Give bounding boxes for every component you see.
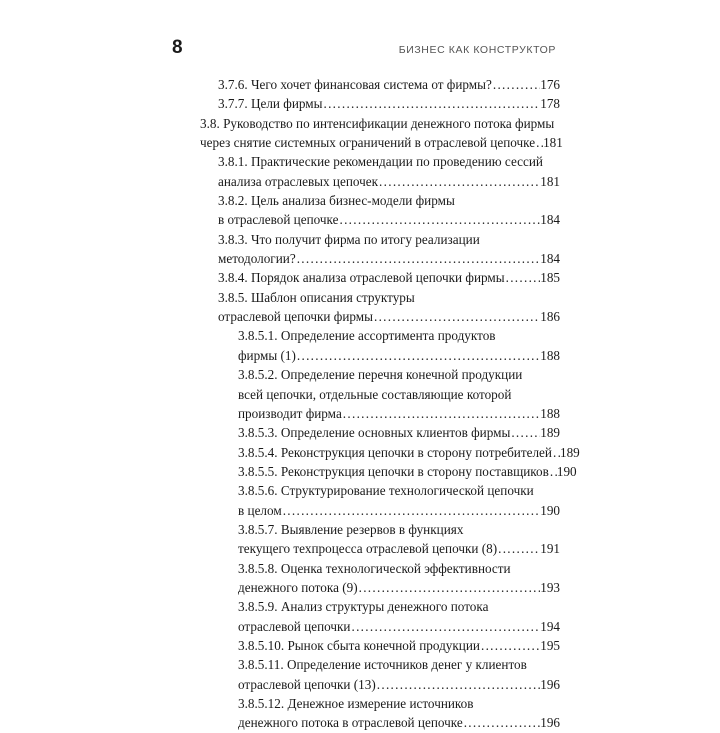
dot-leader [350, 617, 540, 636]
toc-entry-title: 3.7.6. Чего хочет финансовая система от фирмы? [218, 77, 492, 92]
toc-entry-line: 3.8.5.11. Определение источников денег у клиентов [238, 657, 527, 673]
dot-leader [338, 210, 540, 229]
toc-page-number: 176 [540, 77, 560, 92]
toc-entry-title: 3.8.5.4. Реконструкция цепочки в сторону потребителей [238, 444, 552, 460]
dot-leader [510, 423, 540, 442]
dot-leader [342, 404, 540, 423]
toc-entry-last-line [238, 443, 580, 462]
toc-entry-line: 3.8.5. Шаблон описания структуры [218, 289, 415, 305]
toc-entry-last-line [218, 307, 560, 326]
toc-page-number: 184 [540, 251, 560, 267]
toc-entry-line: 3.8.1. Практические рекомендации по проведению сессий [218, 154, 543, 170]
page-number: 8 [172, 37, 184, 58]
dot-leader [358, 578, 541, 597]
toc-entry-line: 3.8.5.2. Определение перечня конечной продукции [238, 367, 523, 383]
toc-entry-line: 3.8.5.1. Определение ассортимента продуктов [238, 328, 496, 344]
dot-leader [535, 133, 543, 152]
toc-entry [200, 114, 563, 153]
toc-entry-last-line [238, 539, 560, 558]
toc-entry-line: 3.8.5.8. Оценка технологической эффективности [238, 560, 511, 576]
toc-page-number: 194 [540, 618, 560, 634]
toc-entry-last-line [238, 462, 577, 481]
toc-entry-line: 3.8.5.9. Анализ структуры денежного потока [238, 599, 489, 615]
toc-entry-last-line [218, 172, 560, 191]
toc-entry-title: отраслевой цепочки [238, 618, 351, 634]
toc-entry-last-line [238, 501, 560, 520]
dot-leader [549, 462, 557, 481]
toc-entry-line: 3.8. Руководство по интенсификации денежного потока фирмы [200, 115, 555, 131]
toc-entry [238, 520, 560, 559]
toc-page-number: 184 [540, 212, 560, 228]
toc-page-number: 189 [559, 444, 580, 460]
toc-entry-last-line [238, 404, 560, 423]
table-of-contents [0, 75, 720, 733]
toc-page-number: 181 [543, 135, 563, 151]
toc-entry-title: денежного потока в отраслевой цепочке [238, 715, 463, 731]
toc-entry [238, 655, 560, 694]
dot-leader [376, 675, 540, 694]
toc-entry-last-line [218, 75, 560, 94]
toc-entry-last-line [218, 94, 560, 113]
dot-leader [552, 443, 560, 462]
toc-entry [218, 191, 560, 230]
toc-entry-last-line [238, 578, 560, 597]
toc-entry-title: 3.8.5.5. Реконструкция цепочки в сторону поставщиков [238, 463, 549, 479]
toc-entry-title: текущего техпроцесса отраслевой цепочки (8) [238, 541, 498, 557]
toc-entry [238, 326, 560, 365]
dot-leader [373, 307, 540, 326]
toc-entry-last-line [238, 675, 560, 694]
toc-page-number: 193 [540, 579, 560, 595]
toc-page-number: 188 [540, 347, 560, 363]
toc-entry [218, 268, 560, 287]
toc-page-number: 195 [540, 637, 560, 653]
toc-entry-last-line [218, 249, 560, 268]
toc-entry [238, 462, 577, 481]
toc-entry-title: 3.7.7. Цели фирмы [218, 96, 323, 112]
toc-page-number: 188 [540, 405, 560, 421]
dot-leader [282, 501, 541, 520]
toc-page-number: 186 [540, 309, 560, 325]
toc-entry [218, 94, 560, 113]
toc-page-number: 185 [540, 270, 560, 286]
dot-leader [378, 172, 540, 191]
toc-entry-line: 3.8.5.7. Выявление резервов в функциях [238, 521, 464, 537]
toc-entry [238, 636, 560, 655]
toc-entry [218, 152, 560, 191]
toc-entry [218, 230, 560, 269]
toc-page-number: 196 [540, 715, 560, 731]
dot-leader [463, 713, 541, 732]
toc-entry-title: 3.8.5.3. Определение основных клиентов фирмы [238, 425, 511, 441]
toc-entry-title: денежного потока (9) [238, 579, 358, 595]
dot-leader [322, 94, 540, 113]
toc-entry-title: отраслевой цепочки (13) [238, 676, 376, 692]
dot-leader [497, 539, 540, 558]
toc-entry-line: 3.8.2. Цель анализа бизнес-модели фирмы [218, 193, 455, 209]
toc-entry [238, 365, 560, 423]
dot-leader [505, 268, 541, 287]
dot-leader [480, 636, 540, 655]
toc-entry-title: отраслевой цепочки фирмы [218, 309, 373, 325]
toc-entry-title: фирмы (1) [238, 347, 296, 363]
toc-page-number: 190 [540, 502, 560, 518]
toc-entry-line: всей цепочки, отдельные составляющие которой [238, 386, 512, 402]
toc-entry [218, 75, 560, 94]
toc-entry-last-line [238, 636, 560, 655]
toc-page-number: 181 [540, 173, 560, 189]
toc-entry [238, 443, 580, 462]
toc-entry-last-line [200, 133, 563, 152]
toc-entry-last-line [238, 423, 560, 442]
toc-entry-title: в целом [238, 502, 282, 518]
toc-page-number: 191 [540, 541, 560, 557]
toc-entry-last-line [238, 346, 560, 365]
toc-entry-last-line [218, 268, 560, 287]
toc-entry [238, 694, 560, 733]
toc-entry-title: анализа отраслевых цепочек [218, 173, 379, 189]
toc-entry-title: через снятие системных ограничений в отраслевой цепочке [200, 135, 536, 151]
toc-page-number: 189 [540, 425, 560, 441]
dot-leader [296, 346, 540, 365]
toc-entry-title: производит фирма [238, 405, 342, 421]
toc-page-number: 178 [540, 96, 560, 112]
toc-entry-title: в отраслевой цепочке [218, 212, 339, 228]
toc-entry-last-line [238, 713, 560, 732]
toc-entry [238, 597, 560, 636]
dot-leader [296, 249, 541, 268]
dot-leader [492, 75, 540, 94]
toc-entry-last-line [218, 210, 560, 229]
toc-entry [238, 481, 560, 520]
toc-page-number: 190 [556, 463, 577, 479]
toc-entry-last-line [238, 617, 560, 636]
toc-entry-line: 3.8.5.6. Структурирование технологической цепочки [238, 483, 534, 499]
running-header: БИЗНЕС КАК КОНСТРУКТОР [398, 44, 556, 56]
toc-entry [218, 288, 560, 327]
toc-entry [238, 423, 560, 442]
toc-entry-title: методологии? [218, 251, 296, 267]
toc-entry-title: 3.8.4. Порядок анализа отраслевой цепочки фирмы [218, 270, 505, 286]
toc-entry [238, 559, 560, 598]
toc-page-number: 196 [540, 676, 560, 692]
toc-entry-line: 3.8.3. Что получит фирма по итогу реализации [218, 231, 480, 247]
toc-entry-line: 3.8.5.12. Денежное измерение источников [238, 696, 474, 711]
toc-entry-title: 3.8.5.10. Рынок сбыта конечной продукции [238, 637, 480, 653]
